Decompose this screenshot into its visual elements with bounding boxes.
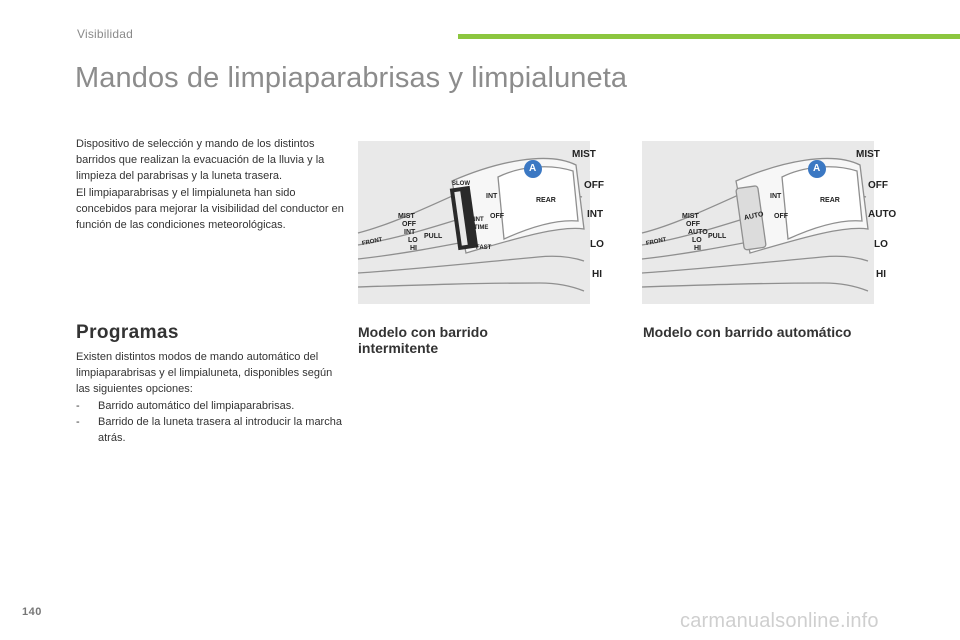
- ring-label: AUTO: [743, 211, 765, 222]
- ring-label: FAST: [476, 245, 492, 251]
- page-title: Mandos de limpiaparabrisas y limpialuneta: [75, 62, 628, 94]
- stalk-label: PULL: [424, 233, 443, 240]
- position-label: LO: [874, 239, 888, 250]
- stalk-label: INT: [404, 229, 416, 236]
- badge-a: A: [813, 163, 821, 174]
- stalk-label: AUTO: [688, 229, 708, 236]
- ring-label: TIME: [474, 225, 489, 231]
- stalk-label: FRONT: [361, 236, 384, 248]
- position-label: MIST: [856, 149, 880, 160]
- bullet-dash: -: [76, 399, 80, 412]
- caption-automatic: Modelo con barrido automático: [643, 324, 852, 340]
- rear-label: OFF: [490, 213, 504, 220]
- list-item: [76, 398, 344, 414]
- stalk-label: HI: [410, 245, 417, 252]
- position-label: OFF: [868, 180, 888, 191]
- stalk-label: OFF: [402, 221, 416, 228]
- ring-label: SLOW: [452, 181, 470, 187]
- rear-label: INT: [486, 193, 498, 200]
- stalk-label: PULL: [708, 233, 727, 240]
- badge-a: A: [529, 163, 537, 174]
- rear-label: REAR: [536, 197, 556, 204]
- caption-intermittent: Modelo con barrido intermitente: [358, 324, 488, 356]
- programs-paragraph: Existen distintos modos de mando automático del limpiaparabrisas y el limpialuneta, disponibles según las siguientes opciones:: [76, 351, 333, 396]
- figure-intermittent-stalk: [358, 141, 604, 304]
- list-item: [76, 414, 344, 446]
- figure-automatic-stalk: [642, 141, 897, 304]
- bullet-text: Barrido de la luneta trasera al introducir la marcha atrás.: [98, 415, 342, 445]
- stalk-label: LO: [692, 237, 702, 244]
- programs-text: [76, 349, 344, 446]
- stalk-illustration: [642, 141, 874, 304]
- watermark: carmanualsonline.info: [680, 610, 879, 632]
- position-label: HI: [592, 269, 602, 280]
- rear-label: OFF: [774, 213, 788, 220]
- position-label: MIST: [572, 149, 596, 160]
- position-label: OFF: [584, 180, 604, 191]
- position-label: HI: [876, 269, 886, 280]
- stalk-label: OFF: [686, 221, 700, 228]
- header-accent-bar: [458, 34, 960, 39]
- ring-label: INT: [474, 217, 484, 223]
- intro-paragraph-2: El limpiaparabrisas y el limpialuneta han sido concebidos para mejorar la visibilidad del conductor en función de las condiciones meteorológicas.: [76, 186, 344, 232]
- position-label: INT: [587, 209, 604, 220]
- programs-heading: Programas: [76, 322, 179, 343]
- stalk-label: MIST: [682, 213, 699, 220]
- bullet-dash: -: [76, 415, 80, 428]
- position-label: LO: [590, 239, 604, 250]
- page-number: 140: [22, 606, 42, 618]
- bullet-text: Barrido automático del limpiaparabrisas.: [98, 399, 295, 412]
- programs-list: [76, 398, 344, 447]
- stalk-label: LO: [408, 237, 418, 244]
- section-label: Visibilidad: [77, 27, 134, 41]
- stalk-label: MIST: [398, 213, 415, 220]
- rear-label: INT: [770, 193, 782, 200]
- rear-label: REAR: [820, 197, 840, 204]
- stalk-label: HI: [694, 245, 701, 252]
- position-label: AUTO: [868, 209, 897, 220]
- stalk-label: FRONT: [645, 236, 668, 248]
- intro-text: [76, 136, 344, 233]
- intro-paragraph-1: Dispositivo de selección y mando de los distintos barridos que realizan la evacuación de la lluvia y la limpieza del parabrisas y la luneta trasera.: [76, 138, 325, 183]
